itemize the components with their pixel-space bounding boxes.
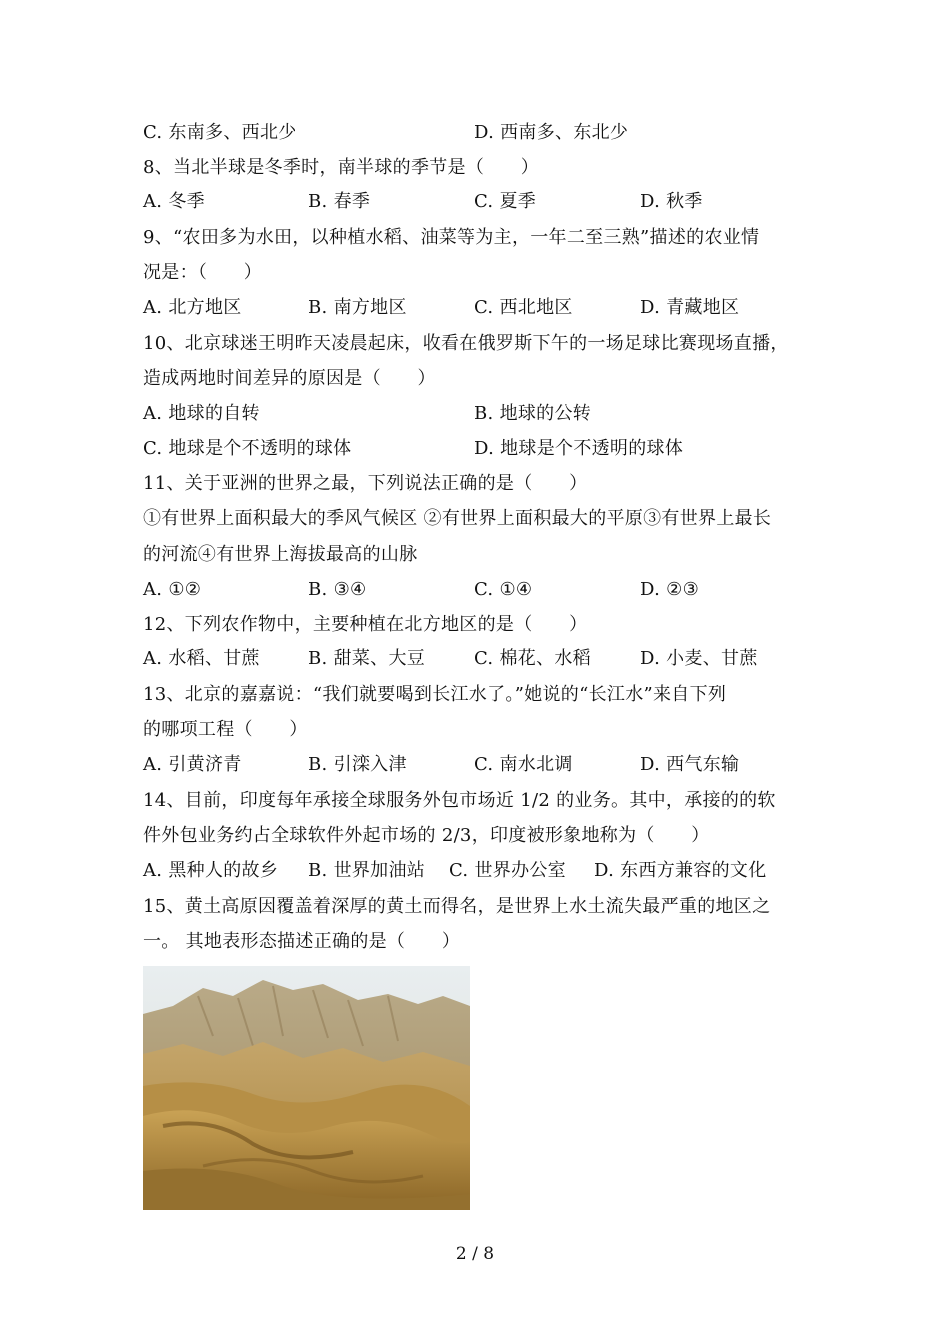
option-d: D. 东西方兼容的文化	[594, 860, 767, 881]
page-number: 2 / 8	[455, 1244, 495, 1264]
option-a: A. ①②	[143, 579, 202, 600]
option-a: A. 冬季	[143, 191, 205, 212]
question-11-statements: ①有世界上面积最大的季风气候区 ②有世界上面积最大的平原③有世界上最长	[143, 508, 772, 529]
option-b: B. 春季	[308, 191, 371, 212]
question-15-stem: 15、黄土高原因覆盖着深厚的黄土而得名，是世界上水土流失最严重的地区之	[143, 896, 771, 917]
question-9-stem: 9、“农田多为水田，以种植水稻、油菜等为主，一年二至三熟”描述的农业情	[143, 227, 760, 248]
option-c: C. 棉花、水稻	[474, 648, 591, 669]
question-14-stem-cont: 件外包业务约占全球软件外起市场的 2/3，印度被形象地称为（ ）	[143, 825, 710, 846]
option-c: C. 世界办公室	[449, 860, 566, 881]
option-a: A. 水稻、甘蔗	[143, 648, 260, 669]
option-b: B. 南方地区	[308, 297, 407, 318]
option-b: B. 地球的公转	[474, 403, 592, 424]
question-12-stem: 12、下列农作物中，主要种植在北方地区的是（ ）	[143, 614, 588, 635]
option-d: D. 西气东输	[640, 754, 740, 775]
option-a: A. 黑种人的故乡	[143, 860, 279, 881]
option-c: C. ①④	[474, 579, 533, 600]
question-14-stem: 14、目前，印度每年承接全球服务外包市场近 1/2 的业务。其中，承接的的软	[143, 790, 776, 811]
option-a: A. 地球的自转	[143, 403, 260, 424]
option-b: B. 引滦入津	[308, 754, 407, 775]
question-10-stem-cont: 造成两地时间差异的原因是（ ）	[143, 368, 436, 389]
question-9-stem-cont: 况是：（ ）	[143, 262, 263, 283]
option-d: D. 西南多、东北少	[474, 122, 629, 143]
option-d: D. 青藏地区	[640, 297, 740, 318]
option-a: A. 北方地区	[143, 297, 242, 318]
option-b: B. 世界加油站	[308, 860, 426, 881]
option-a: A. 引黄济青	[143, 754, 242, 775]
option-c: C. 南水北调	[474, 754, 573, 775]
option-d: D. ②③	[640, 579, 700, 600]
option-c: C. 东南多、西北少	[143, 122, 297, 143]
question-10-stem: 10、北京球迷王明昨天凌晨起床，收看在俄罗斯下午的一场足球比赛现场直播，	[143, 333, 789, 354]
question-8-stem: 8、当北半球是冬季时，南半球的季节是（ ）	[143, 157, 540, 178]
option-b: B. ③④	[308, 579, 367, 600]
question-13-stem-cont: 的哪项工程（ ）	[143, 719, 308, 740]
option-b: B. 甜菜、大豆	[308, 648, 426, 669]
option-c: C. 夏季	[474, 191, 537, 212]
option-c: C. 地球是个不透明的球体	[143, 438, 352, 459]
option-d: D. 小麦、甘蔗	[640, 648, 758, 669]
loess-plateau-photo	[143, 966, 470, 1210]
option-d: D. 地球是个不透明的球体	[474, 438, 684, 459]
question-15-stem-cont: 一。 其地表形态描述正确的是（ ）	[143, 931, 461, 952]
question-11-stem: 11、关于亚洲的世界之最，下列说法正确的是（ ）	[143, 473, 588, 494]
option-c: C. 西北地区	[474, 297, 573, 318]
option-d: D. 秋季	[640, 191, 703, 212]
question-13-stem: 13、北京的嘉嘉说：“我们就要喝到长江水了。”她说的“长江水”来自下列	[143, 684, 727, 705]
question-11-statements-cont: 的河流④有世界上海拔最高的山脉	[143, 544, 418, 565]
